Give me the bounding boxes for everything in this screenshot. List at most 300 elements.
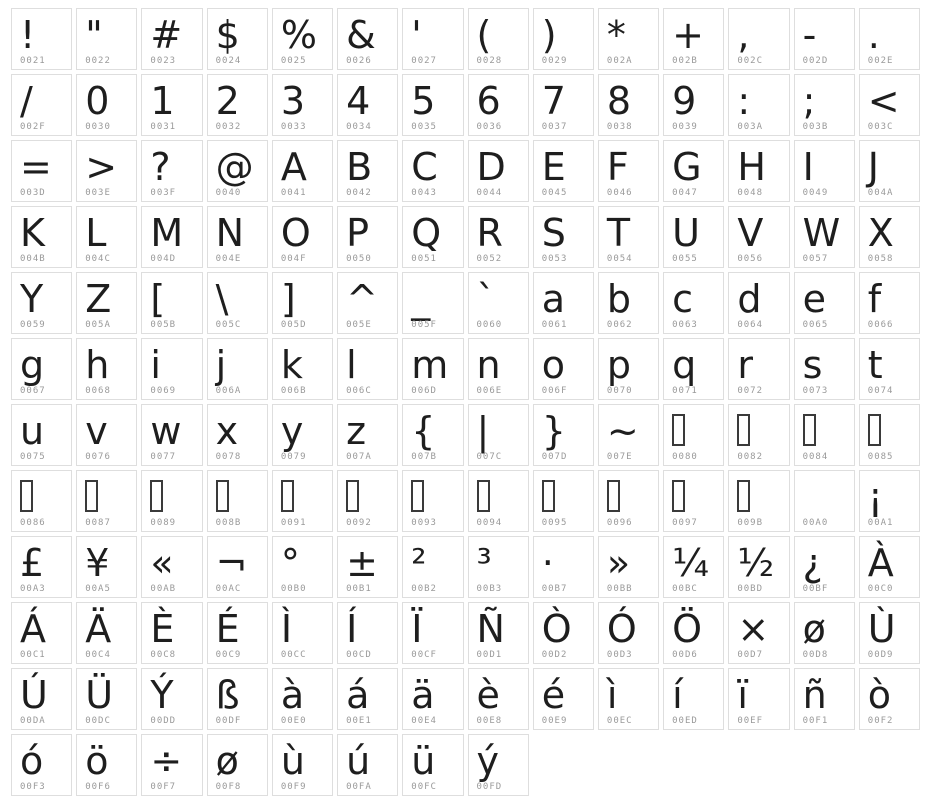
glyph-area	[599, 141, 658, 188]
glyph: "	[85, 13, 103, 57]
code-label: 0023	[150, 56, 177, 66]
code-label: 004A	[867, 188, 894, 198]
code-label: 00BF	[802, 584, 829, 594]
glyph: /	[20, 79, 33, 123]
glyph: c	[672, 277, 694, 321]
glyph-cell	[207, 602, 268, 664]
glyph-area	[534, 471, 593, 518]
code-label: 0085	[867, 452, 894, 462]
glyph-cell	[598, 206, 659, 268]
glyph-area	[12, 603, 71, 650]
code-label: 0027	[411, 56, 437, 66]
glyph-cell	[468, 8, 529, 70]
glyph-area	[208, 537, 267, 584]
glyph-area	[599, 405, 658, 452]
code-label: 0022	[85, 56, 111, 66]
glyph-area	[860, 537, 919, 584]
glyph: T	[606, 211, 631, 255]
glyph: ì	[606, 673, 618, 717]
glyph-area	[599, 339, 658, 386]
glyph-cell	[337, 536, 398, 598]
glyph: [	[150, 277, 166, 321]
glyph-area	[599, 471, 658, 518]
glyph: B	[346, 145, 373, 189]
glyph-cell	[76, 734, 137, 796]
code-label: 0036	[476, 122, 503, 132]
code-label: 0050	[346, 254, 372, 264]
code-label: 0097	[672, 518, 698, 528]
glyph: u	[20, 409, 45, 453]
glyph: .	[867, 13, 880, 57]
glyph: J	[867, 145, 879, 189]
code-label: 0040	[215, 188, 242, 198]
code-label: 00F6	[85, 782, 111, 792]
glyph-area	[795, 603, 854, 650]
glyph: 3	[280, 79, 306, 123]
code-label: 0058	[867, 254, 894, 264]
glyph-cell	[859, 74, 920, 136]
code-label: 0029	[541, 56, 568, 66]
code-label: 00D3	[606, 650, 633, 660]
code-label: 002C	[737, 56, 764, 66]
glyph: )	[541, 13, 557, 57]
glyph: ù	[280, 739, 305, 783]
glyph-area	[469, 537, 528, 584]
glyph: 0	[85, 79, 110, 123]
glyph: ¡	[867, 475, 884, 519]
code-label: 003C	[867, 122, 894, 132]
glyph-cell	[794, 536, 855, 598]
code-label: 002B	[672, 56, 698, 66]
glyph-cell	[598, 404, 659, 466]
glyph-area	[273, 603, 332, 650]
code-label: 0093	[411, 518, 437, 528]
glyph-area	[795, 141, 854, 188]
glyph-area	[860, 141, 919, 188]
glyph-area	[142, 735, 201, 782]
glyph-area	[860, 273, 919, 320]
code-label: 00B0	[280, 584, 307, 594]
glyph-cell	[337, 734, 398, 796]
glyph-area	[729, 471, 788, 518]
glyph-cell	[468, 734, 529, 796]
glyph: k	[280, 343, 303, 387]
glyph: 5	[411, 79, 436, 123]
glyph-area	[12, 9, 71, 56]
glyph-cell	[533, 272, 594, 334]
glyph: E	[541, 145, 566, 189]
glyph-cell	[533, 470, 594, 532]
glyph-cell	[207, 338, 268, 400]
glyph-cell	[794, 338, 855, 400]
glyph-area	[273, 669, 332, 716]
glyph-cell	[272, 536, 333, 598]
glyph-cell	[728, 74, 789, 136]
glyph: R	[476, 211, 503, 255]
glyph-cell	[728, 338, 789, 400]
glyph-cell	[533, 74, 594, 136]
glyph-area	[534, 669, 593, 716]
glyph: À	[867, 541, 894, 585]
glyph-cell	[402, 470, 463, 532]
glyph-area	[208, 669, 267, 716]
glyph: l	[346, 343, 357, 387]
glyph: ø	[215, 739, 239, 783]
code-label: 0039	[672, 122, 698, 132]
glyph: ½	[737, 541, 775, 585]
glyph: ¿	[802, 541, 823, 585]
code-label: 00D2	[541, 650, 568, 660]
glyph-area	[469, 141, 528, 188]
glyph-area	[795, 471, 854, 518]
code-label: 0086	[20, 518, 46, 528]
missing-glyph-box	[607, 480, 620, 512]
glyph-cell	[598, 8, 659, 70]
glyph-cell	[728, 668, 789, 730]
glyph-area	[403, 339, 462, 386]
glyph-cell	[402, 74, 463, 136]
glyph-cell	[141, 206, 202, 268]
glyph-cell	[663, 140, 724, 202]
glyph-cell	[402, 338, 463, 400]
glyph: ß	[215, 673, 240, 717]
glyph-area	[338, 141, 397, 188]
code-label: 0049	[802, 188, 829, 198]
glyph-cell	[468, 338, 529, 400]
missing-glyph-box	[20, 480, 33, 512]
glyph: }	[541, 409, 566, 453]
glyph-cell	[598, 602, 659, 664]
code-label: 0087	[85, 518, 111, 528]
glyph: Ó	[606, 607, 637, 651]
glyph-area	[729, 141, 788, 188]
glyph: y	[280, 409, 304, 453]
code-label: 00C0	[867, 584, 894, 594]
glyph-cell	[11, 206, 72, 268]
glyph-area	[142, 405, 201, 452]
glyph: \	[215, 277, 229, 321]
code-label: 00EF	[737, 716, 764, 726]
glyph: (	[476, 13, 492, 57]
code-label: 002A	[606, 56, 633, 66]
glyph-area	[208, 405, 267, 452]
glyph-cell	[402, 8, 463, 70]
glyph-cell	[859, 272, 920, 334]
missing-glyph-box	[281, 480, 294, 512]
glyph: <	[867, 79, 900, 123]
glyph-cell	[728, 404, 789, 466]
glyph-area	[469, 273, 528, 320]
glyph-area	[795, 537, 854, 584]
glyph: &	[346, 13, 376, 57]
code-label: 00F9	[280, 782, 307, 792]
code-label: 00E8	[476, 716, 503, 726]
glyph: ³	[476, 541, 492, 585]
glyph-area	[142, 603, 201, 650]
glyph: Í	[346, 607, 358, 651]
glyph-cell	[76, 470, 137, 532]
glyph-area	[208, 75, 267, 122]
code-label: 00AC	[215, 584, 242, 594]
glyph-cell	[598, 536, 659, 598]
code-label: 0068	[85, 386, 111, 396]
glyph: 7	[541, 79, 566, 123]
glyph-cell	[207, 404, 268, 466]
code-label: 00D7	[737, 650, 764, 660]
glyph-cell	[337, 404, 398, 466]
code-label: 0034	[346, 122, 372, 132]
glyph-cell	[337, 470, 398, 532]
glyph-cell	[141, 668, 202, 730]
code-label: 0051	[411, 254, 437, 264]
glyph-area	[534, 207, 593, 254]
code-label: 0079	[280, 452, 307, 462]
glyph-cell	[468, 140, 529, 202]
glyph-area	[338, 735, 397, 782]
code-label: 0076	[85, 452, 111, 462]
glyph-area	[77, 669, 136, 716]
code-label: 003D	[20, 188, 46, 198]
glyph-cell	[794, 206, 855, 268]
glyph: b	[606, 277, 632, 321]
glyph-cell	[76, 338, 137, 400]
glyph-area	[338, 75, 397, 122]
code-label: 003B	[802, 122, 829, 132]
glyph-cell	[76, 272, 137, 334]
glyph-cell	[468, 668, 529, 730]
glyph: ¬	[215, 541, 248, 585]
code-label: 00FC	[411, 782, 437, 792]
glyph: Q	[411, 211, 442, 255]
code-label: 00D9	[867, 650, 894, 660]
glyph-cell	[141, 470, 202, 532]
glyph-cell	[468, 602, 529, 664]
glyph: e	[802, 277, 826, 321]
glyph: #	[150, 13, 183, 57]
glyph: _	[411, 277, 431, 321]
code-label: 009B	[737, 518, 764, 528]
glyph: n	[476, 343, 501, 387]
code-label: 00CC	[280, 650, 307, 660]
glyph: a	[541, 277, 565, 321]
code-label: 00A0	[802, 518, 829, 528]
glyph: Ú	[20, 673, 48, 717]
glyph-cell	[207, 206, 268, 268]
glyph: O	[280, 211, 311, 255]
glyph-area	[795, 75, 854, 122]
glyph-cell	[141, 536, 202, 598]
glyph: `	[476, 277, 496, 321]
glyph: ò	[867, 673, 892, 717]
glyph-cell	[859, 8, 920, 70]
glyph-area	[403, 669, 462, 716]
glyph: ü	[411, 739, 436, 783]
glyph-cell	[76, 206, 137, 268]
glyph-cell	[533, 206, 594, 268]
missing-glyph-box	[672, 480, 685, 512]
glyph: °	[280, 541, 300, 585]
glyph-area	[599, 75, 658, 122]
glyph-area	[860, 339, 919, 386]
glyph-cell	[272, 272, 333, 334]
glyph: 8	[606, 79, 632, 123]
glyph-area	[12, 273, 71, 320]
glyph-cell	[663, 536, 724, 598]
glyph-area	[208, 735, 267, 782]
code-label: 00B2	[411, 584, 437, 594]
glyph: C	[411, 145, 438, 189]
glyph-area	[403, 75, 462, 122]
glyph-area	[273, 141, 332, 188]
glyph-cell	[402, 668, 463, 730]
glyph-area	[77, 471, 136, 518]
code-label: 007B	[411, 452, 437, 462]
glyph-cell	[11, 536, 72, 598]
glyph-area	[208, 9, 267, 56]
code-label: 005B	[150, 320, 177, 330]
glyph-cell	[76, 74, 137, 136]
code-label: 0025	[280, 56, 307, 66]
code-label: 0063	[672, 320, 698, 330]
glyph-cell	[598, 668, 659, 730]
glyph-cell	[663, 206, 724, 268]
code-label: 00F1	[802, 716, 829, 726]
code-label: 00E9	[541, 716, 568, 726]
glyph: ñ	[802, 673, 827, 717]
glyph: $	[215, 13, 240, 57]
glyph-cell	[272, 734, 333, 796]
glyph-cell	[663, 338, 724, 400]
glyph-cell	[337, 140, 398, 202]
code-label: 00D1	[476, 650, 503, 660]
glyph-area	[338, 207, 397, 254]
glyph: m	[411, 343, 449, 387]
missing-glyph-box	[150, 480, 163, 512]
code-label: 0057	[802, 254, 829, 264]
glyph-area	[338, 537, 397, 584]
glyph: Á	[20, 607, 46, 651]
glyph-area	[338, 603, 397, 650]
code-label: 006C	[346, 386, 372, 396]
glyph-area	[208, 273, 267, 320]
glyph: |	[476, 409, 490, 453]
glyph-area	[795, 273, 854, 320]
glyph: »	[606, 541, 631, 585]
glyph-cell	[728, 206, 789, 268]
glyph-cell	[728, 140, 789, 202]
glyph: h	[85, 343, 110, 387]
glyph-cell	[76, 668, 137, 730]
glyph-area	[338, 471, 397, 518]
code-label: 002F	[20, 122, 46, 132]
glyph: ó	[20, 739, 44, 783]
glyph-cell	[728, 470, 789, 532]
glyph-area	[860, 75, 919, 122]
glyph-area	[12, 339, 71, 386]
code-label: 0071	[672, 386, 698, 396]
glyph-area	[273, 207, 332, 254]
glyph: 1	[150, 79, 175, 123]
code-label: 00CF	[411, 650, 437, 660]
glyph: ;	[802, 79, 816, 123]
glyph-area	[534, 603, 593, 650]
glyph-area	[469, 603, 528, 650]
glyph-cell	[598, 272, 659, 334]
code-label: 00BD	[737, 584, 764, 594]
glyph-cell	[402, 404, 463, 466]
code-label: 00F8	[215, 782, 242, 792]
glyph-area	[860, 9, 919, 56]
glyph-area	[208, 339, 267, 386]
glyph-area	[403, 141, 462, 188]
glyph-cell	[794, 74, 855, 136]
missing-glyph-box	[737, 480, 750, 512]
glyph-area	[860, 669, 919, 716]
glyph-area	[729, 75, 788, 122]
glyph-area	[142, 471, 201, 518]
glyph-cell	[468, 404, 529, 466]
glyph-area	[77, 603, 136, 650]
glyph: g	[20, 343, 45, 387]
code-label: 0095	[541, 518, 568, 528]
code-label: 0026	[346, 56, 372, 66]
glyph-area	[77, 339, 136, 386]
code-label: 0043	[411, 188, 437, 198]
glyph: Ì	[280, 607, 293, 651]
glyph: D	[476, 145, 506, 189]
glyph-area	[77, 207, 136, 254]
code-label: 006E	[476, 386, 503, 396]
glyph-cell	[207, 470, 268, 532]
code-label: 008B	[215, 518, 242, 528]
glyph-area	[77, 273, 136, 320]
code-label: 00DA	[20, 716, 46, 726]
glyph-area	[469, 405, 528, 452]
glyph: o	[541, 343, 565, 387]
code-label: 005E	[346, 320, 372, 330]
glyph-area	[469, 339, 528, 386]
glyph-area	[77, 75, 136, 122]
glyph: Ö	[672, 607, 703, 651]
glyph-cell	[728, 536, 789, 598]
glyph: @	[215, 145, 254, 189]
glyph-cell	[141, 272, 202, 334]
glyph-area	[142, 141, 201, 188]
glyph-cell	[141, 338, 202, 400]
glyph-cell	[859, 668, 920, 730]
glyph-area	[860, 207, 919, 254]
glyph: È	[150, 607, 175, 651]
glyph-area	[208, 141, 267, 188]
code-label: 0054	[606, 254, 633, 264]
glyph-cell	[76, 404, 137, 466]
code-label: 0064	[737, 320, 764, 330]
code-label: 0091	[280, 518, 307, 528]
glyph: M	[150, 211, 184, 255]
code-label: 0047	[672, 188, 698, 198]
glyph: ,	[737, 13, 750, 57]
glyph-cell	[598, 140, 659, 202]
glyph-area	[599, 9, 658, 56]
glyph: -	[802, 13, 817, 57]
glyph: «	[150, 541, 174, 585]
code-label: 0031	[150, 122, 177, 132]
glyph-cell	[794, 8, 855, 70]
glyph-area	[795, 9, 854, 56]
glyph: d	[737, 277, 762, 321]
glyph-area	[534, 75, 593, 122]
code-label: 002E	[867, 56, 894, 66]
